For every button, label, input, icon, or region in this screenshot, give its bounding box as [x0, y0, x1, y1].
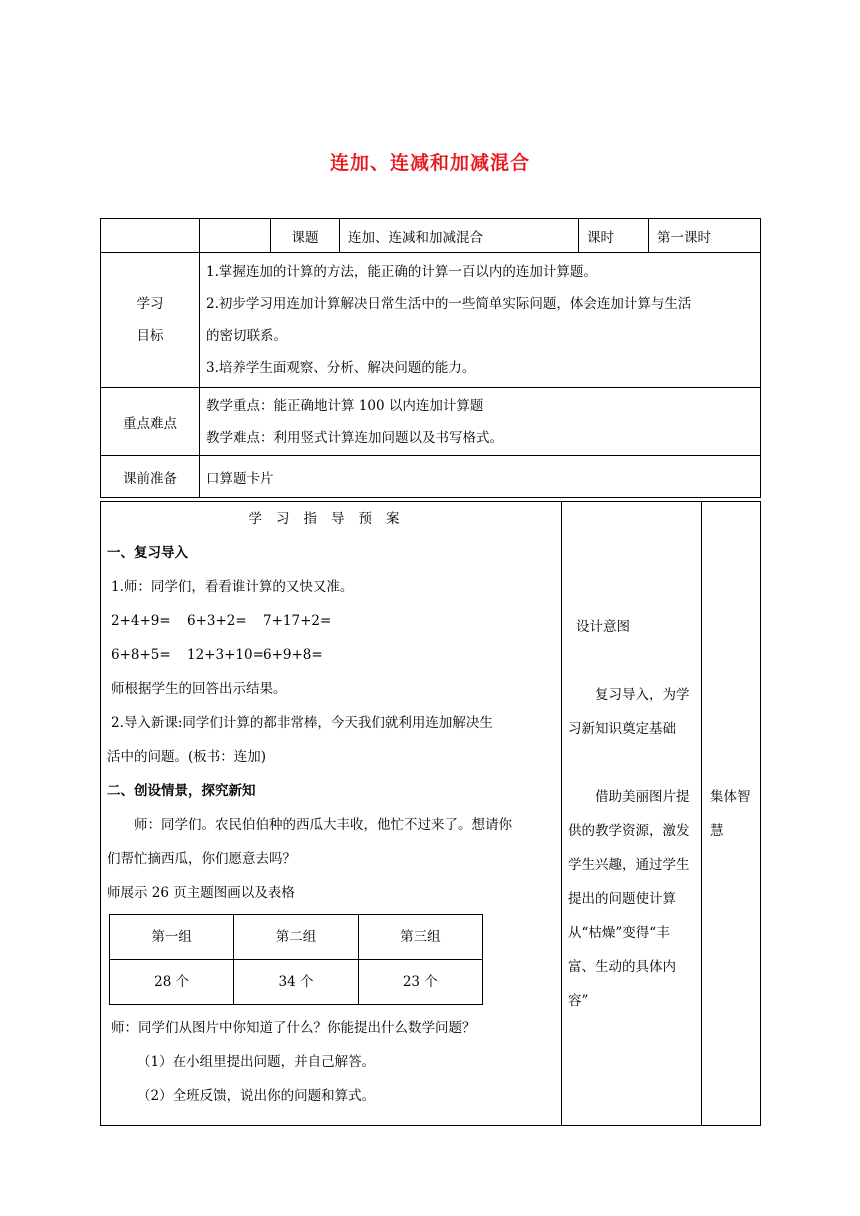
calc-row-2 [107, 638, 555, 672]
key-points-label: 重点难点 [101, 388, 200, 456]
calc-item: 6+9+8= [263, 647, 323, 663]
calc-item: 12+3+10= [187, 647, 264, 663]
topic-label: 课题 [271, 219, 340, 253]
groups-header-cell: 第一组 [110, 915, 234, 960]
groups-value-cell: 23 个 [358, 960, 482, 1005]
wisdom-header: 集体智慧 [710, 788, 751, 839]
plan-text: 师展示 26 页主题图画以及表格 [107, 885, 295, 901]
section-review-heading: 一、复习导入 [107, 545, 188, 561]
header-empty-cell-2 [200, 219, 271, 253]
groups-value-cell: 28 个 [110, 960, 234, 1005]
design-header: 设计意图 [576, 618, 630, 635]
calc-item: 2+4+9= [111, 613, 171, 629]
preparation-row [101, 456, 761, 498]
goals-label [101, 253, 200, 388]
key-points-content [200, 388, 761, 456]
page-title: 连加、连减和加减混合 [329, 152, 530, 174]
header-empty-cell [101, 219, 200, 253]
plan-row [101, 502, 761, 1126]
teaching-plan-cell [101, 502, 562, 1126]
calc-item: 6+8+5= [111, 647, 171, 663]
plan-text: （1）在小组里提出问题，并自己解答。 [137, 1054, 376, 1070]
calc-row-1 [107, 604, 555, 638]
plan-text: 师：同学们从图片中你知道了什么？你能提出什么数学问题？ [111, 1020, 476, 1036]
plan-text: 1.师：同学们，看看谁计算的又快又准。 [111, 579, 354, 595]
goal-item: 1.掌握连加的计算的方法，能正确的计算一百以内的连加计算题。 [206, 264, 597, 280]
period-value: 第一课时 [649, 219, 761, 253]
plan-text: 师根据学生的回答出示结果。 [111, 681, 287, 697]
period-label: 课时 [579, 219, 649, 253]
groups-value-row [110, 960, 483, 1005]
goal-item: 3.培养学生面观察、分析、解决问题的能力。 [206, 360, 476, 376]
plan-text: 活中的问题。(板书：连加) [107, 749, 267, 765]
header-row [101, 219, 761, 253]
design-intent-cell [562, 502, 702, 1126]
teaching-difficulty: 教学难点：利用竖式计算连加问题以及书写格式。 [206, 429, 503, 446]
calc-item: 7+17+2= [263, 613, 332, 629]
plan-text: 们帮忙摘西瓜，你们愿意去吗？ [107, 851, 296, 867]
key-points-row [101, 388, 761, 456]
goals-label-line1: 学习 [136, 296, 164, 312]
topic-value: 连加、连减和加减混合 [340, 219, 579, 253]
groups-header-cell: 第三组 [358, 915, 482, 960]
plan-text: 2.导入新课:同学们计算的都非常棒，今天我们就利用连加解决生 [111, 715, 493, 731]
plan-header: 学习指导预案 [248, 511, 414, 527]
goals-label-line2: 目标 [136, 328, 164, 344]
preparation-label: 课前准备 [101, 456, 200, 498]
lesson-plan-table [100, 218, 761, 498]
goals-content [200, 253, 761, 388]
plan-text: （2）全班反馈，说出你的问题和算式。 [137, 1088, 376, 1104]
design-note: 复习导入，为学习新知识奠定基础 [568, 686, 690, 737]
groups-header-row [110, 915, 483, 960]
groups-value-cell: 34 个 [234, 960, 358, 1005]
preparation-value: 口算题卡片 [200, 456, 761, 498]
design-note: 借助美丽图片提供的教学资源，激发学生兴趣，通过学生提出的问题使计算从“枯燥”变得“丰富、生动的具体内容” [568, 788, 690, 1009]
groups-header-cell: 第二组 [234, 915, 358, 960]
goals-row [101, 253, 761, 388]
plan-text: 师：同学们。农民伯伯种的西瓜大丰收，他忙不过来了。想请你 [134, 817, 512, 833]
teaching-focus: 教学重点：能正确地计算 100 以内连加计算题 [206, 397, 484, 414]
collective-wisdom-cell [702, 502, 761, 1126]
goal-item: 2.初步学习用连加计算解决日常生活中的一些简单实际问题，体会连加计算与生活 [206, 296, 692, 312]
plan-table [100, 501, 761, 1126]
calc-item: 6+3+2= [187, 613, 247, 629]
goal-item: 的密切联系。 [206, 328, 287, 344]
groups-table [109, 914, 483, 1005]
section-explore-heading: 二、创设情景，探究新知 [107, 783, 256, 799]
